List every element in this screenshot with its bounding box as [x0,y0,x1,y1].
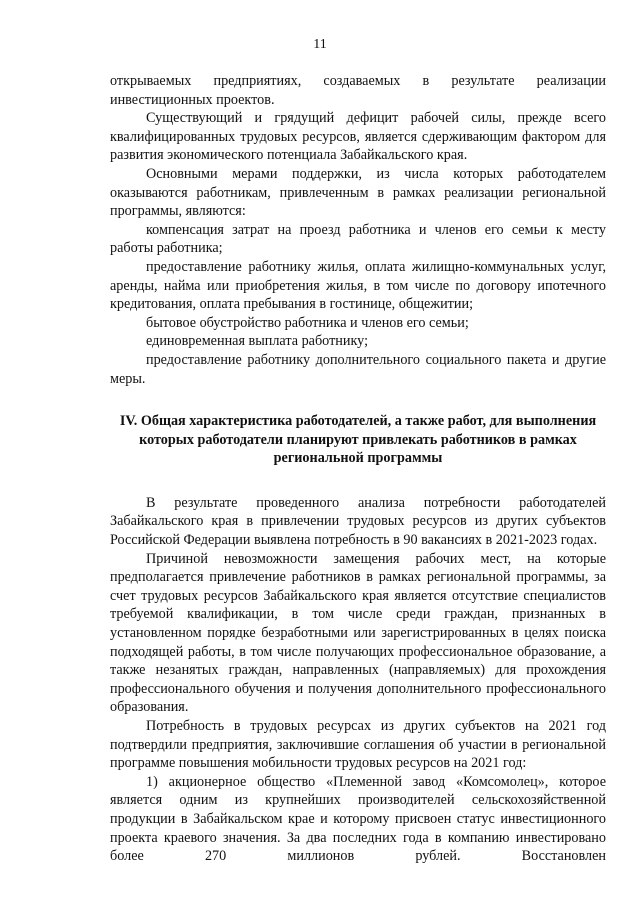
paragraph: Основными мерами поддержки, из числа которых работодателем оказываются работникам, привлеченным в рамках реализации региональной программы, являются: [110,165,606,220]
list-item: единовременная выплата работнику; [146,333,369,350]
body-text [110,72,606,866]
page-number: 11 [313,37,327,52]
paragraph: Потребность в трудовых ресурсах из других субъектов на 2021 год подтвердили предприятия, заключившие соглашения об участии в региональной программе повышения мобильности трудовых ресурсов на 2021 год: [110,718,606,772]
list-item: бытовое обустройство работника и членов его семьи; [146,314,469,331]
list-item: предоставление работнику дополнительного социального пакета и другие меры. [110,351,606,387]
list-item: предоставление работнику жилья, оплата жилищно-коммунальных услуг, аренды, найма или приобретения жилья, в том числе по договору ипотечного кредитования, оплата пребывания в гостинице, общежитии; [110,258,606,313]
paragraph: 1) акционерное общество «Племенной завод «Комсомолец», которое является одним из крупнейших производителей сельскохозяйственной продукции в Забайкальском крае и которому присвоен статус инвестиционного проекта краевого значения. За два последних года в компанию инвестировано более 270 миллионов рублей. Восстановлен [110,773,606,865]
paragraph: Существующий и грядущий дефицит рабочей силы, прежде всего квалифицированных трудовых ресурсов, является сдерживающим фактором для развития экономического потенциала Забайкальского края. [110,110,606,164]
paragraph: В результате проведенного анализа потребности работодателей Забайкальского края в привлечении трудовых ресурсов из других субъектов Российской Федерации выявлена потребность в 90 вакансиях в 2021-2023 годах. [110,494,606,549]
paragraph: Причиной невозможности замещения рабочих мест, на которые предполагается привлечение работников в рамках региональной программы, за счет трудовых ресурсов Забайкальского края является отсутствие специалистов требуемой квалификации, в том числе среди граждан, признанных в установленном порядке безработными или зарегистрированных в целях поиска подходящей работы, в том числе получающих профессиональное образование, а также незанятых граждан, направленных (направляемых) для прохождения профессионального обучения и получения дополнительного профессионального образования. [110,550,606,716]
section-heading: IV. Общая характеристика работодателей, а также работ, для выполнения которых работодатели планируют привлекать работников в рамках региональной программы [119,413,597,467]
list-item: компенсация затрат на проезд работника и членов его семьи к месту работы работника; [110,221,606,257]
paragraph: открываемых предприятиях, создаваемых в результате реализации инвестиционных проектов. [110,73,606,108]
